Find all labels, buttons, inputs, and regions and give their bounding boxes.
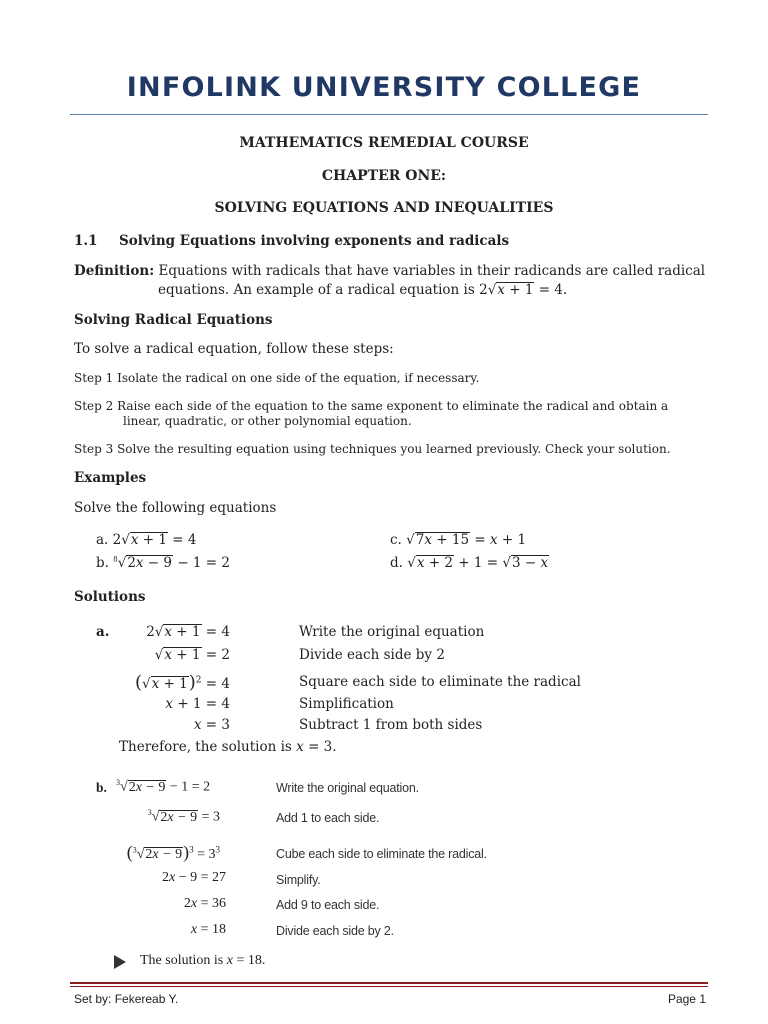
solution-b-step-6: Divide each side by 2. <box>276 924 394 938</box>
solution-b-eq-6: x = 18 <box>190 922 226 937</box>
definition-end-period: . <box>562 282 568 298</box>
section-number: 1.1 <box>74 233 98 249</box>
solution-a-answer: x = 3. <box>296 739 337 755</box>
title-divider <box>70 114 708 115</box>
example-b-label: b. <box>96 555 109 571</box>
solution-a-eq-1: 2√x + 1 = 4 <box>146 624 230 640</box>
step-1: Step 1 Isolate the radical on one side of the equation, if necessary. <box>74 371 480 385</box>
page-title: INFOLINK UNIVERSITY COLLEGE <box>126 72 642 103</box>
example-c-label: c. <box>390 532 402 548</box>
chapter-title: SOLVING EQUATIONS AND INEQUALITIES <box>214 200 554 216</box>
section-title: Solving Equations involving exponents and radicals <box>119 233 510 249</box>
solution-a-step-4: Simplification <box>299 696 394 712</box>
solutions-heading: Solutions <box>74 589 146 605</box>
solving-heading: Solving Radical Equations <box>74 312 273 328</box>
solution-b-step-3: Cube each side to eliminate the radical. <box>276 847 487 861</box>
example-c-equation: √7x + 15 = x + 1 <box>406 532 527 548</box>
course-title: MATHEMATICS REMEDIAL COURSE <box>239 135 529 151</box>
example-a <box>96 532 196 548</box>
chapter-label: CHAPTER ONE: <box>321 168 447 184</box>
definition-text-1: Equations with radicals that have variables in their radicands are called radical <box>158 263 706 279</box>
solution-b-eq-5: 2x = 36 <box>183 896 226 911</box>
solution-a-eq-3: $(√x + 1)^2 = 4$ <box>134 672 230 693</box>
example-b-equation: $^8$√2x − 9 − 1 = 2 <box>113 555 230 571</box>
solution-b-step-4: Simplify. <box>276 873 321 887</box>
example-b <box>96 555 230 571</box>
solution-a-label: a. <box>96 624 110 640</box>
solution-b-step-2: Add 1 to each side. <box>276 811 380 825</box>
solution-b-eq-3: $(^3√2x - 9)^3 = 3^3$ <box>126 842 220 862</box>
solution-b-eq-2: $^3$√2x − 9 = 3 <box>147 808 220 825</box>
solution-a-eq-2: √x + 1 = 2 <box>154 647 230 663</box>
example-d-label: d. <box>390 555 403 571</box>
solution-b-conclusion-text: The solution is <box>140 953 224 968</box>
footer-divider-thin <box>70 986 708 987</box>
example-a-equation: 2√x + 1 = 4 <box>112 532 197 548</box>
definition-text-2: equations. An example of a radical equation is <box>158 282 475 298</box>
solution-a-step-2: Divide each side by 2 <box>299 647 445 663</box>
solution-a-conclusion <box>119 739 337 755</box>
step-3: Step 3 Solve the resulting equation using techniques you learned previously. Check your solution. <box>74 442 671 456</box>
definition-line-2 <box>158 282 567 298</box>
footer-page-number: Page 1 <box>667 992 706 1006</box>
definition-example-equation: 2√x + 1 = 4 <box>479 282 563 298</box>
solution-a-conclusion-text: Therefore, the solution is <box>119 739 292 755</box>
solution-a-step-5: Subtract 1 from both sides <box>299 717 483 733</box>
definition-label: Definition: <box>74 263 155 279</box>
solution-a-eq-5: x = 3 <box>193 717 230 733</box>
step-2b: linear, quadratic, or other polynomial equation. <box>123 414 412 428</box>
solution-a-eq-4: x + 1 = 4 <box>165 696 230 712</box>
examples-intro: Solve the following equations <box>74 500 277 516</box>
footer-divider-thick <box>70 982 708 984</box>
solution-b-conclusion <box>140 953 265 969</box>
examples-heading: Examples <box>74 470 147 486</box>
footer-author: Set by: Fekereab Y. <box>74 992 179 1006</box>
example-c <box>390 532 526 548</box>
example-d <box>390 555 549 571</box>
step-2a: Step 2 Raise each side of the equation to the same exponent to eliminate the radical and obtain a <box>74 399 669 413</box>
solution-b-eq-1: $^3$√2x − 9 − 1 = 2 <box>116 778 211 795</box>
example-d-equation: √x + 2 + 1 = √3 − x <box>407 555 549 571</box>
solution-b-answer: x = 18. <box>226 953 266 968</box>
solution-b-step-1: Write the original equation. <box>276 781 419 795</box>
definition-line-1 <box>74 263 705 279</box>
solution-a-step-1: Write the original equation <box>299 624 485 640</box>
solution-a-step-3: Square each side to eliminate the radical <box>299 674 581 690</box>
solving-intro: To solve a radical equation, follow these steps: <box>74 341 394 357</box>
solution-b-step-5: Add 9 to each side. <box>276 898 380 912</box>
solution-b-eq-4: 2x − 9 = 27 <box>161 870 226 885</box>
solution-b-label: b. <box>96 780 107 795</box>
example-a-label: a. <box>96 532 109 548</box>
play-triangle-icon <box>114 955 126 969</box>
